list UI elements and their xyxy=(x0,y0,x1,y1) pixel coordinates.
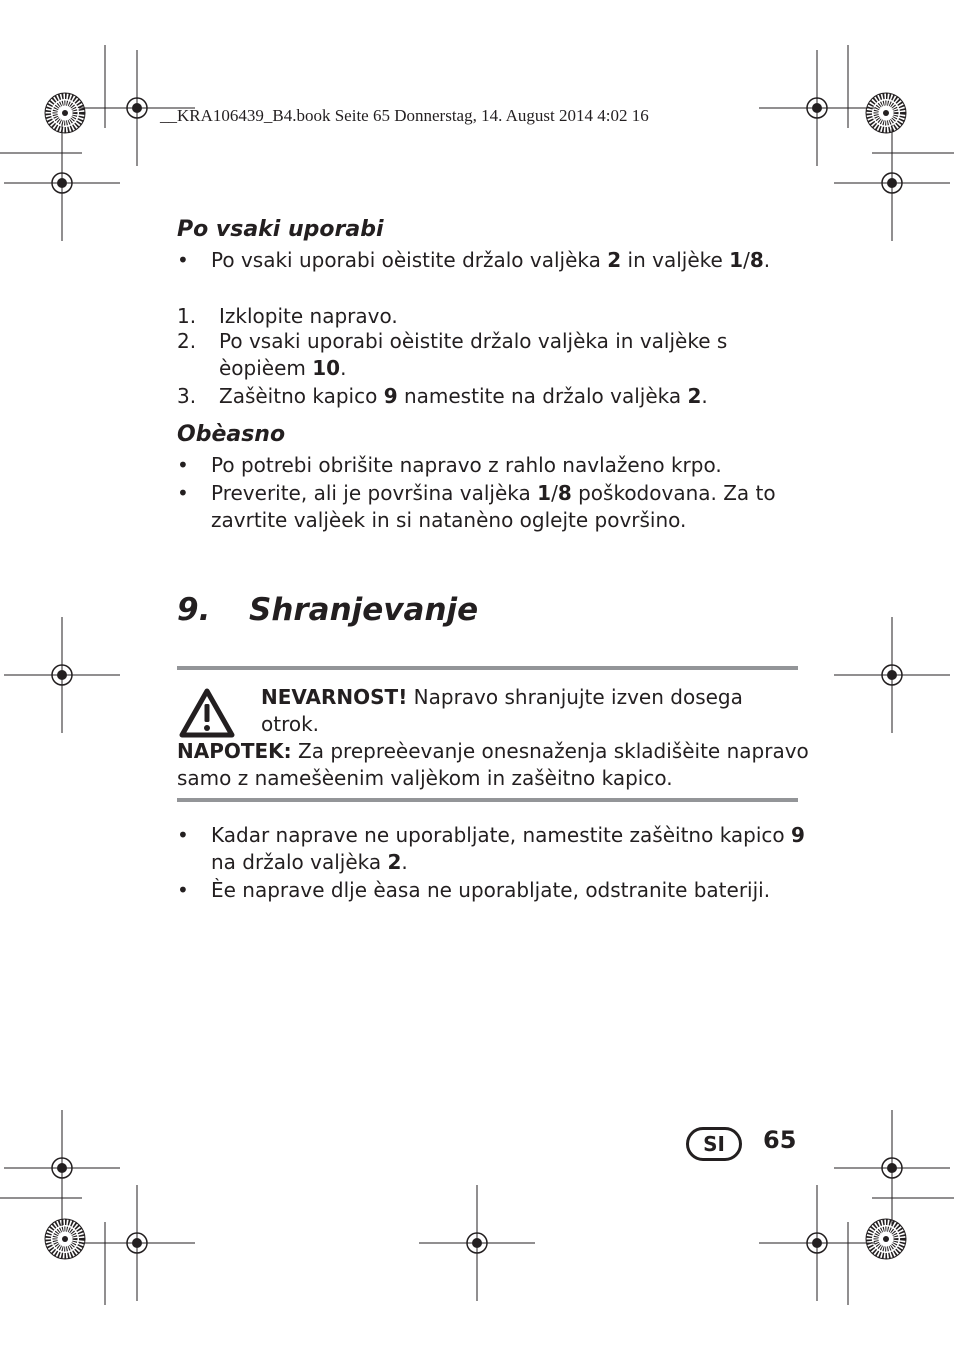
storage-bullet: Kadar naprave ne uporabljate, namestite zašèitno kapico 9 na držalo valjèka 2. xyxy=(211,823,805,874)
step-number: 2. xyxy=(177,329,197,353)
box-rule-bottom xyxy=(177,798,798,802)
print-header-line: __KRA106439_B4.book Seite 65 Donnerstag, 14. August 2014 4:02 16 xyxy=(160,106,649,125)
danger-label: NEVARNOST! xyxy=(261,685,408,709)
subheading-occasionally: Obèasno xyxy=(177,422,286,447)
bullet-marker: • xyxy=(177,481,189,505)
language-badge: SI xyxy=(686,1127,742,1161)
bullet-marker: • xyxy=(177,453,189,477)
step-text: Zašèitno kapico 9 namestite na držalo valjèka 2. xyxy=(219,384,708,408)
occasionally-bullet: Po potrebi obrišite napravo z rahlo navlaženo krpo. xyxy=(211,453,722,477)
chapter-number: 9. xyxy=(177,592,211,628)
storage-bullet: Èe naprave dlje èasa ne uporabljate, odstranite bateriji. xyxy=(211,878,771,902)
note-notice: NAPOTEK: Za prepreèevanje onesnaženja skladišèite napravo samo z namešèenim valjèkom in zašèitno kapico. xyxy=(177,739,809,790)
after-use-bullet: Po vsaki uporabi oèistite držalo valjèka 2 in valjèke 1/8. xyxy=(211,248,771,272)
box-rule-top xyxy=(177,666,798,670)
warning-triangle-icon xyxy=(178,687,236,739)
occasionally-bullet: Preverite, ali je površina valjèka 1/8 poškodovana. Za to zavrtite valjèek in si natanèno oglejte površino. xyxy=(211,481,776,532)
step-text: Po vsaki uporabi oèistite držalo valjèka in valjèke s èopièem 10. xyxy=(219,329,728,380)
page-number: 65 xyxy=(763,1126,797,1154)
bullet-marker: • xyxy=(177,248,189,272)
chapter-heading xyxy=(177,592,478,628)
step-text: Izklopite napravo. xyxy=(219,304,398,328)
subheading-after-use: Po vsaki uporabi xyxy=(177,217,384,242)
note-label: NAPOTEK: xyxy=(177,739,292,763)
step-number: 3. xyxy=(177,384,197,408)
danger-notice: NEVARNOST! Napravo shranjujte izven dosega otrok. xyxy=(261,685,743,736)
bullet-marker: • xyxy=(177,878,189,902)
bullet-marker: • xyxy=(177,823,189,847)
step-number: 1. xyxy=(177,304,197,328)
chapter-title: Shranjevanje xyxy=(249,592,479,628)
